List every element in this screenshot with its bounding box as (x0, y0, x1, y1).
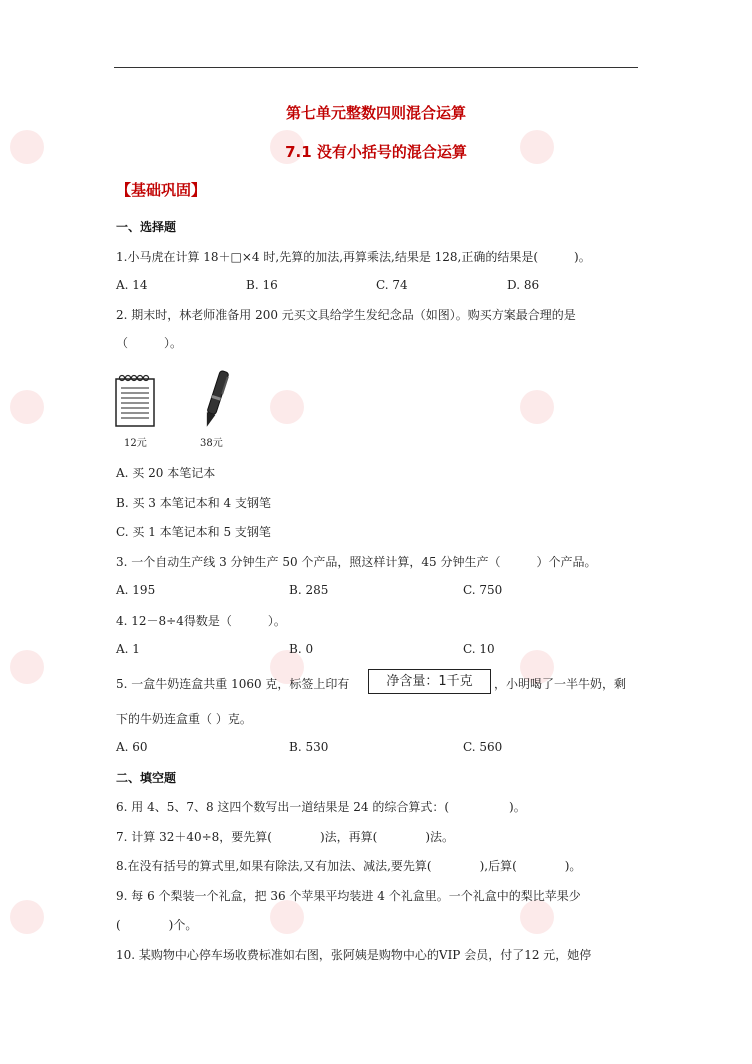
q4-option-a: A. 1 (116, 642, 140, 656)
pen-icon (200, 368, 230, 432)
question-5-after: ，小明喝了一半牛奶，剩 (494, 677, 627, 691)
watermark-logo (10, 620, 100, 710)
q1-option-d: D. 86 (507, 278, 540, 292)
q1-option-b: B. 16 (246, 278, 278, 292)
watermark-logo (270, 620, 360, 710)
q2-option-b: B. 买 3 本笔记本和 4 支钢笔 (116, 496, 271, 510)
question-5: 5. 一盒牛奶连盒共重 1060 克，标签上印有 (116, 677, 350, 691)
question-2: 2. 期末时，林老师准备用 200 元买文具给学生发纪念品（如图）。购买方案最合理的是 (116, 308, 576, 322)
notebook-icon (114, 374, 156, 428)
watermark-logo (10, 360, 100, 450)
pen-price: 38元 (200, 438, 223, 449)
question-1: 1.小马虎在计算 18＋□×4 时,先算的加法,再算乘法,结果是 128,正确的结果是( )。 (116, 250, 591, 264)
q1-option-c: C. 74 (376, 278, 408, 292)
question-9: 9. 每 6 个梨装一个礼盒，把 36 个苹果平均装进 4 个礼盒里。一个礼盒中的梨比苹果少 (116, 889, 581, 903)
q5-option-a: A. 60 (116, 740, 148, 754)
page-subtitle: 7.1 没有小括号的混合运算 (285, 143, 467, 161)
notebook-price: 12元 (124, 438, 147, 449)
question-3: 3. 一个自动生产线 3 分钟生产 50 个产品，照这样计算，45 分钟生产（ ）个产品。 (116, 555, 597, 569)
question-10: 10. 某购物中心停车场收费标准如右图，张阿姨是购物中心的VIP 会员，付了12 元，她停 (116, 948, 592, 962)
section-label: 【基础巩固】 (116, 181, 207, 199)
q5-option-c: C. 560 (463, 740, 503, 754)
question-8: 8.在没有括号的算式里,如果有除法,又有加法、减法,要先算( ),后算( )。 (116, 859, 582, 873)
header-rule (114, 67, 638, 68)
watermark-logo (270, 360, 360, 450)
q2-option-a: A. 买 20 本笔记本 (116, 466, 216, 480)
net-weight-label: 净含量：1千克 (368, 669, 491, 694)
question-5-cont: 下的牛奶连盒重（ ）克。 (116, 712, 252, 726)
q3-option-c: C. 750 (463, 583, 503, 597)
page-title: 第七单元整数四则混合运算 (285, 104, 466, 122)
q3-option-b: B. 285 (289, 583, 329, 597)
question-4: 4. 12－8÷4得数是（ ）。 (116, 614, 286, 628)
watermark-logo (520, 360, 610, 450)
question-2-cont: （ ）。 (116, 336, 183, 350)
watermark-logo (520, 620, 610, 710)
q4-option-b: B. 0 (289, 642, 314, 656)
q3-option-a: A. 195 (116, 583, 156, 597)
question-6: 6. 用 4、5、7、8 这四个数写出一道结果是 24 的综合算式：( )。 (116, 800, 526, 814)
choice-heading: 一、选择题 (116, 220, 177, 234)
question-9-cont: ( )个。 (116, 918, 198, 932)
q5-option-b: B. 530 (289, 740, 329, 754)
fill-heading: 二、填空题 (116, 771, 177, 785)
question-7: 7. 计算 32＋40÷8，要先算( )法，再算( )法。 (116, 830, 455, 844)
q2-option-c: C. 买 1 本笔记本和 5 支钢笔 (116, 525, 271, 539)
q1-option-a: A. 14 (116, 278, 148, 292)
q4-option-c: C. 10 (463, 642, 495, 656)
watermark-logo (10, 870, 100, 960)
